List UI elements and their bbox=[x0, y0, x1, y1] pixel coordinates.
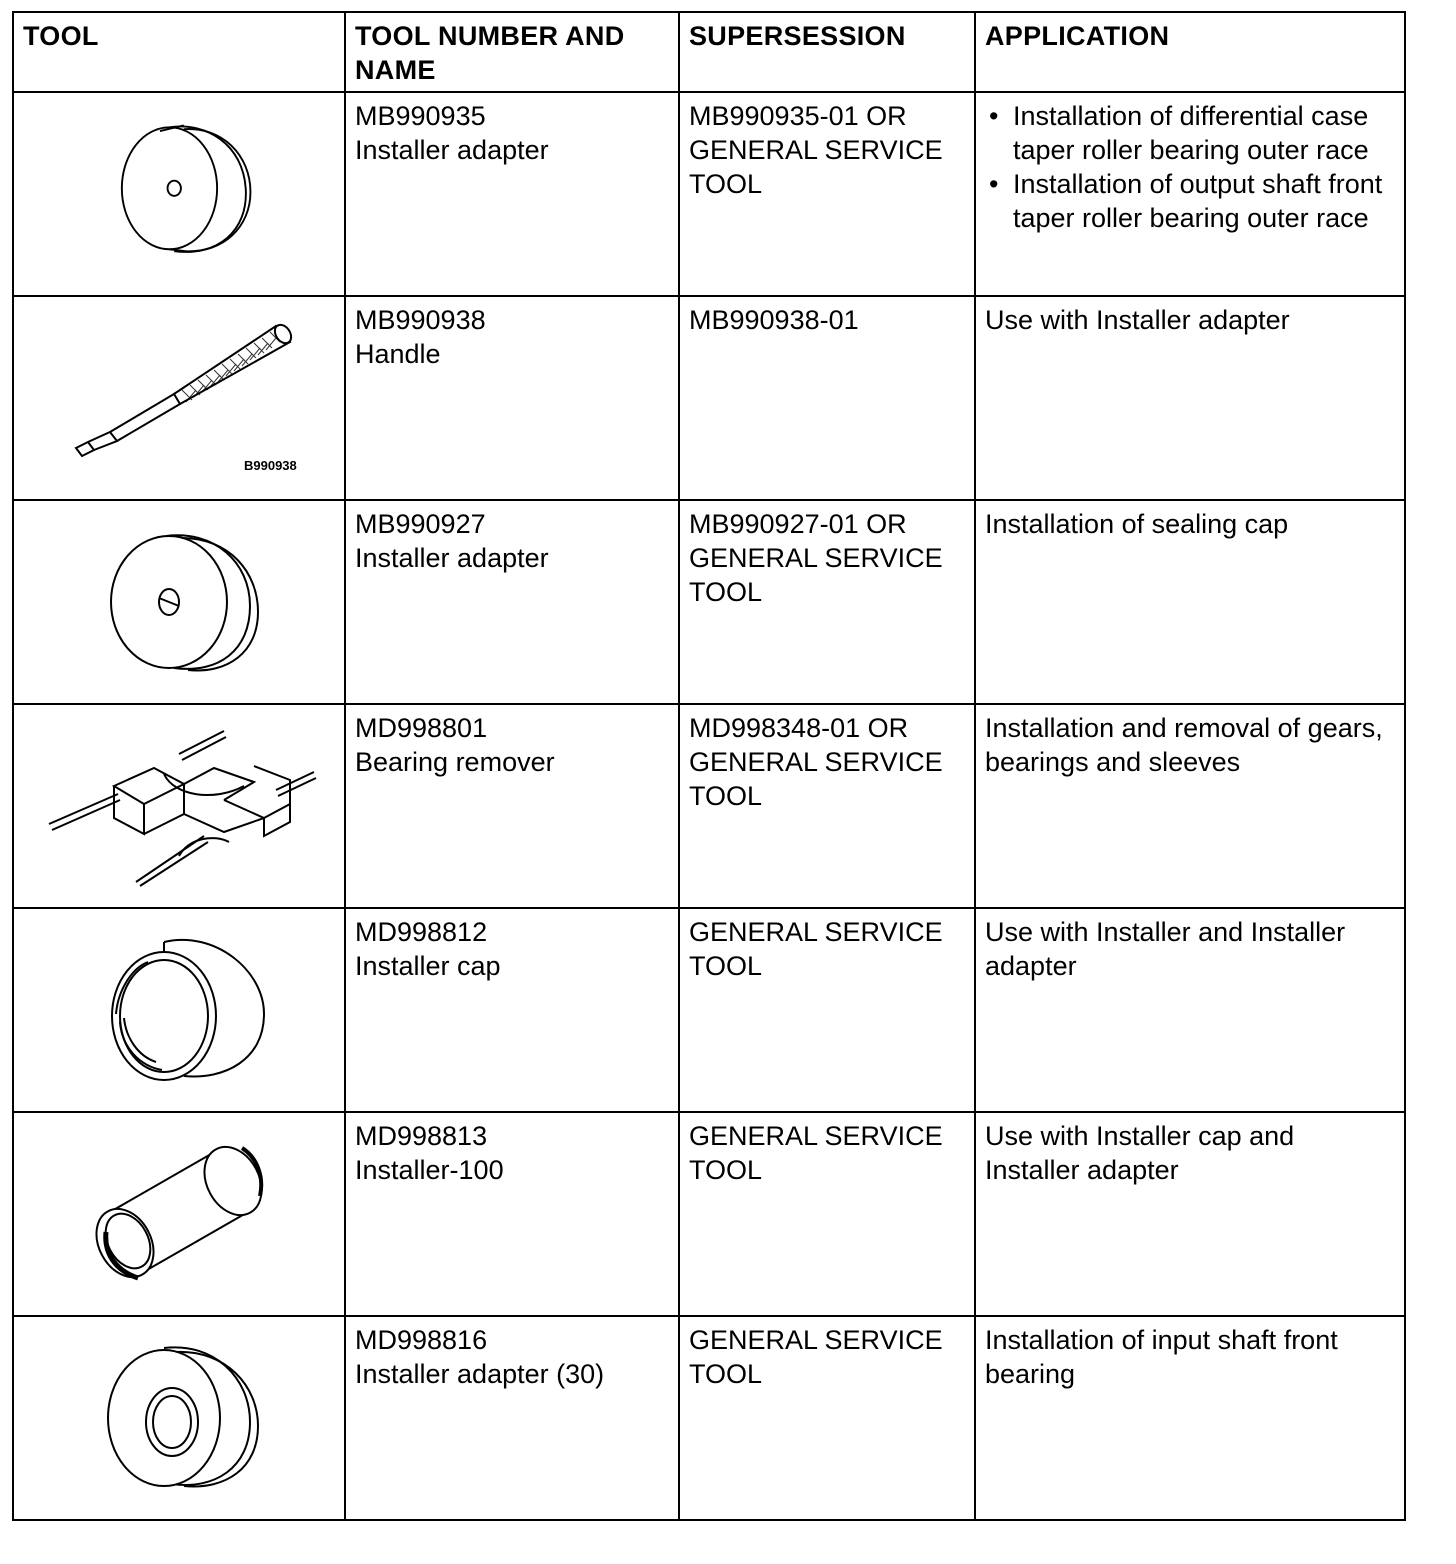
application-cell: Use with Installer adapter bbox=[975, 296, 1405, 500]
tool-number-name-cell bbox=[345, 296, 679, 500]
installer-adapter-disc-icon bbox=[14, 1317, 344, 1519]
supersession-cell: MD998348-01 OR GENERAL SERVICE TOOL bbox=[679, 704, 975, 908]
application-cell bbox=[975, 92, 1405, 296]
tool-number: MB990938 bbox=[355, 305, 486, 335]
bearing-remover-icon bbox=[14, 705, 344, 907]
supersession-cell: MB990927-01 OR GENERAL SERVICE TOOL bbox=[679, 500, 975, 704]
application-cell: Installation and removal of gears, bearings and sleeves bbox=[975, 704, 1405, 908]
tool-name: Installer adapter (30) bbox=[355, 1359, 605, 1389]
handle-rod-icon bbox=[14, 297, 344, 499]
tool-illustration-cell bbox=[13, 1112, 345, 1316]
tool-illustration-cell bbox=[13, 296, 345, 500]
list-item: • Installation of differential case taper roller bearing outer race bbox=[989, 101, 1369, 165]
tool-illustration-cell bbox=[13, 500, 345, 704]
tool-number-name-cell bbox=[345, 1112, 679, 1316]
table-row bbox=[13, 1316, 1405, 1520]
tool-number: MD998813 bbox=[355, 1121, 488, 1151]
tool-number-name-cell bbox=[345, 92, 679, 296]
tool-number-name-cell bbox=[345, 1316, 679, 1520]
tool-number-name-cell bbox=[345, 500, 679, 704]
table-row bbox=[13, 1112, 1405, 1316]
list-item: • Installation of output shaft front taper roller bearing outer race bbox=[989, 169, 1383, 233]
supersession-cell: GENERAL SERVICE TOOL bbox=[679, 1316, 975, 1520]
installer-adapter-disc-icon bbox=[14, 93, 344, 295]
tool-illustration-cell bbox=[13, 1316, 345, 1520]
installer-sleeve-icon bbox=[14, 1113, 344, 1315]
header-tool-number-name: TOOL NUMBER AND NAME bbox=[345, 12, 679, 92]
tool-number: MD998812 bbox=[355, 917, 488, 947]
table-row bbox=[13, 908, 1405, 1112]
tool-number: MB990935 bbox=[355, 101, 486, 131]
installer-adapter-disc-icon bbox=[14, 501, 344, 703]
table-row bbox=[13, 500, 1405, 704]
tool-number-name-cell bbox=[345, 704, 679, 908]
tool-name: Installer adapter bbox=[355, 135, 549, 165]
supersession-cell: MB990935-01 OR GENERAL SERVICE TOOL bbox=[679, 92, 975, 296]
tool-number: MD998816 bbox=[355, 1325, 488, 1355]
tool-number: MB990927 bbox=[355, 509, 486, 539]
table-row bbox=[13, 92, 1405, 296]
tool-name: Installer cap bbox=[355, 951, 501, 981]
tool-illustration-cell bbox=[13, 92, 345, 296]
application-cell: Installation of input shaft front bearing bbox=[975, 1316, 1405, 1520]
special-tools-table bbox=[12, 11, 1406, 1521]
installer-cap-icon bbox=[14, 909, 344, 1111]
application-cell: Use with Installer and Installer adapter bbox=[975, 908, 1405, 1112]
figure-label: B990938 bbox=[244, 458, 297, 473]
application-cell: Use with Installer cap and Installer adapter bbox=[975, 1112, 1405, 1316]
supersession-cell: GENERAL SERVICE TOOL bbox=[679, 1112, 975, 1316]
bullet-icon: • bbox=[989, 169, 999, 199]
table-row bbox=[13, 704, 1405, 908]
supersession-cell: MB990938-01 bbox=[679, 296, 975, 500]
tool-illustration-cell bbox=[13, 908, 345, 1112]
tool-name: Installer-100 bbox=[355, 1155, 504, 1185]
tool-illustration-cell bbox=[13, 704, 345, 908]
tool-number: MD998801 bbox=[355, 713, 488, 743]
tool-number-name-cell bbox=[345, 908, 679, 1112]
application-cell: Installation of sealing cap bbox=[975, 500, 1405, 704]
header-row bbox=[13, 12, 1405, 92]
table-row bbox=[13, 296, 1405, 500]
tool-name: Handle bbox=[355, 339, 441, 369]
tool-name: Bearing remover bbox=[355, 747, 555, 777]
bullet-icon: • bbox=[989, 101, 999, 131]
supersession-cell: GENERAL SERVICE TOOL bbox=[679, 908, 975, 1112]
application-list bbox=[985, 99, 1396, 235]
header-tool: TOOL bbox=[13, 12, 345, 92]
header-application: APPLICATION bbox=[975, 12, 1405, 92]
tool-name: Installer adapter bbox=[355, 543, 549, 573]
header-supersession: SUPERSESSION bbox=[679, 12, 975, 92]
